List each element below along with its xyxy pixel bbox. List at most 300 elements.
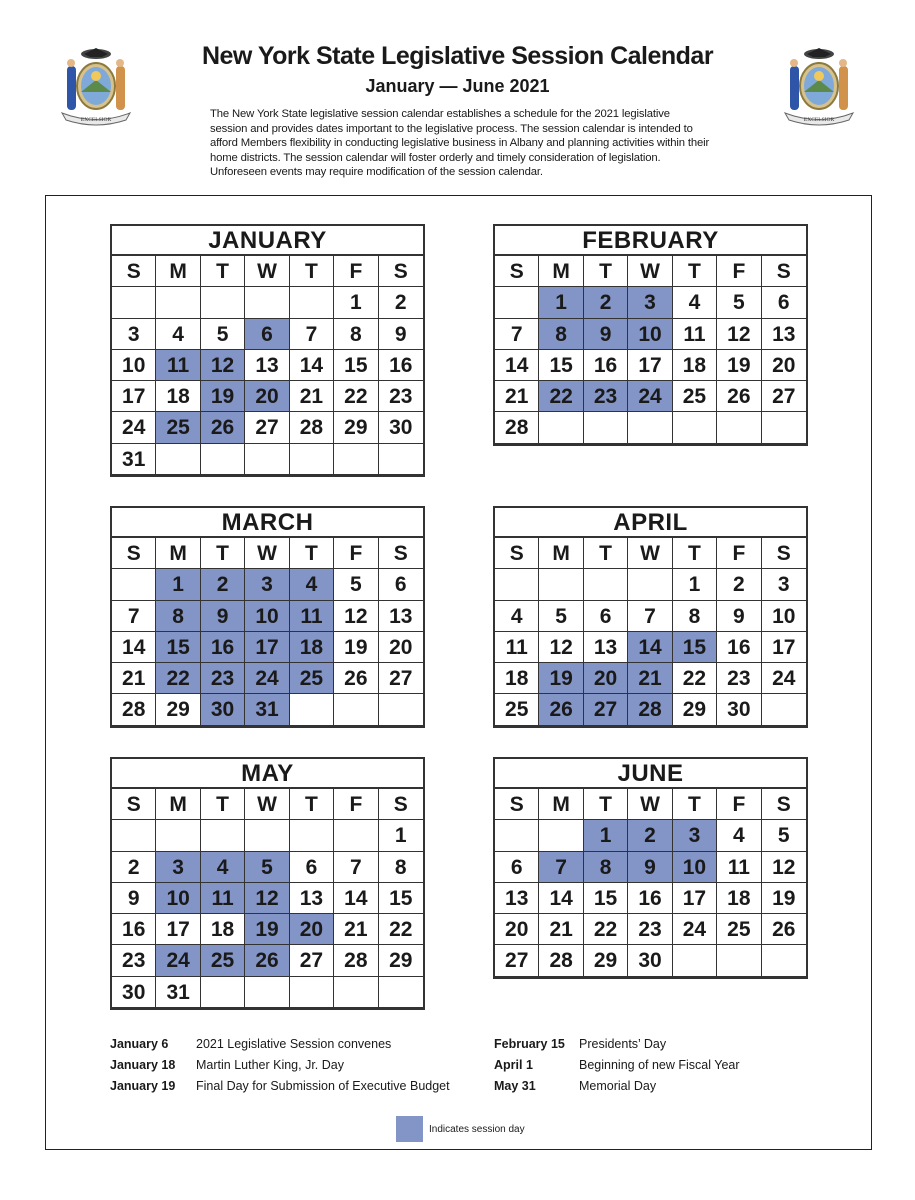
day-cell: 16 — [717, 632, 761, 663]
day-cell: 29 — [334, 412, 378, 443]
day-cell: 24 — [673, 914, 717, 945]
month-calendar-may — [110, 757, 425, 1010]
day-cell: 10 — [112, 350, 156, 381]
day-cell: 27 — [245, 412, 289, 443]
day-cell: 3 — [762, 569, 806, 600]
day-cell: 22 — [584, 914, 628, 945]
empty-day-cell — [495, 820, 539, 851]
session-day-cell: 14 — [628, 632, 672, 663]
weekday-header: T — [584, 789, 628, 820]
page-subtitle: January — June 2021 — [365, 76, 550, 96]
day-cell: 20 — [495, 914, 539, 945]
weekday-header: S — [762, 256, 806, 287]
session-day-cell: 25 — [201, 945, 245, 976]
session-day-swatch — [396, 1116, 423, 1142]
day-cell: 27 — [379, 663, 423, 694]
empty-day-cell — [156, 444, 200, 475]
weekday-header: S — [495, 538, 539, 569]
day-cell: 19 — [717, 350, 761, 381]
day-cell: 21 — [290, 381, 334, 412]
day-cell: 7 — [628, 601, 672, 632]
key-date-row — [494, 1055, 740, 1076]
day-cell: 13 — [584, 632, 628, 663]
session-day-cell: 6 — [245, 319, 289, 350]
day-cell: 6 — [762, 287, 806, 318]
weekday-header: M — [156, 256, 200, 287]
day-cell: 11 — [673, 319, 717, 350]
empty-day-cell — [539, 820, 583, 851]
day-cell: 21 — [334, 914, 378, 945]
session-day-cell: 26 — [201, 412, 245, 443]
day-cell: 5 — [717, 287, 761, 318]
day-cell: 23 — [717, 663, 761, 694]
session-day-cell: 2 — [201, 569, 245, 600]
key-date-event: Beginning of new Fiscal Year — [579, 1058, 740, 1072]
key-date-event: Martin Luther King, Jr. Day — [196, 1058, 344, 1072]
weekday-header: W — [628, 789, 672, 820]
day-cell: 14 — [112, 632, 156, 663]
day-cell: 9 — [112, 883, 156, 914]
session-day-cell: 24 — [628, 381, 672, 412]
day-cell: 8 — [379, 852, 423, 883]
day-cell: 18 — [201, 914, 245, 945]
weekday-header: T — [201, 789, 245, 820]
weekday-header: M — [539, 538, 583, 569]
weekday-header: F — [334, 256, 378, 287]
key-date: January 6 — [110, 1037, 169, 1051]
month-title: MARCH — [112, 508, 423, 538]
session-day-cell: 28 — [628, 694, 672, 725]
weekday-header: M — [539, 789, 583, 820]
day-cell: 13 — [290, 883, 334, 914]
weekday-header: T — [201, 538, 245, 569]
session-day-cell: 9 — [628, 852, 672, 883]
day-cell: 1 — [334, 287, 378, 318]
legend — [396, 1116, 525, 1142]
day-cell: 28 — [495, 412, 539, 443]
weekday-header: S — [379, 256, 423, 287]
day-cell: 13 — [495, 883, 539, 914]
day-cell: 2 — [717, 569, 761, 600]
day-cell: 16 — [628, 883, 672, 914]
legend-label: Indicates session day — [429, 1123, 525, 1135]
seal-motto: EXCELSIOR — [803, 117, 835, 123]
month-grid — [112, 538, 423, 726]
day-cell: 7 — [334, 852, 378, 883]
day-cell: 3 — [112, 319, 156, 350]
session-day-cell: 15 — [673, 632, 717, 663]
session-day-cell: 23 — [584, 381, 628, 412]
session-day-cell: 8 — [584, 852, 628, 883]
session-day-cell: 22 — [156, 663, 200, 694]
weekday-header: F — [334, 538, 378, 569]
day-cell: 9 — [379, 319, 423, 350]
day-cell: 19 — [762, 883, 806, 914]
session-day-cell: 23 — [201, 663, 245, 694]
session-day-cell: 15 — [156, 632, 200, 663]
session-day-cell: 11 — [201, 883, 245, 914]
month-grid — [495, 789, 806, 977]
day-cell: 24 — [762, 663, 806, 694]
page-title: New York State Legislative Session Calendar — [201, 42, 714, 70]
session-day-cell: 27 — [584, 694, 628, 725]
month-calendar-april — [493, 506, 808, 728]
day-cell: 21 — [112, 663, 156, 694]
session-day-cell: 20 — [245, 381, 289, 412]
empty-day-cell — [762, 694, 806, 725]
month-grid — [495, 538, 806, 726]
weekday-header: M — [156, 538, 200, 569]
day-cell: 12 — [762, 852, 806, 883]
session-day-cell: 4 — [290, 569, 334, 600]
key-dates-left — [110, 1034, 450, 1097]
empty-day-cell — [245, 444, 289, 475]
session-day-cell: 2 — [628, 820, 672, 851]
day-cell: 6 — [379, 569, 423, 600]
weekday-header: T — [290, 538, 334, 569]
empty-day-cell — [112, 820, 156, 851]
day-cell: 8 — [673, 601, 717, 632]
intro-paragraph: The New York State legislative session calendar establishes a schedule for the 2021 legislative session and provides dates important to the legislative process. The session calendar is intended to afford Members flexibility in conducting legislative business in Albany and planning activities within their home districts. The session calendar will foster orderly and timely consideration of legislation. Unforeseen events may require modification of the session calendar. — [210, 108, 710, 179]
day-cell: 19 — [334, 632, 378, 663]
session-day-cell: 25 — [156, 412, 200, 443]
weekday-header: T — [673, 256, 717, 287]
session-day-cell: 11 — [290, 601, 334, 632]
day-cell: 8 — [334, 319, 378, 350]
session-day-cell: 2 — [584, 287, 628, 318]
day-cell: 13 — [762, 319, 806, 350]
day-cell: 30 — [112, 977, 156, 1008]
month-title: JUNE — [495, 759, 806, 789]
session-day-cell: 12 — [201, 350, 245, 381]
weekday-header: S — [379, 789, 423, 820]
day-cell: 6 — [584, 601, 628, 632]
session-day-cell: 10 — [628, 319, 672, 350]
weekday-header: M — [539, 256, 583, 287]
weekday-header: W — [628, 538, 672, 569]
empty-day-cell — [201, 820, 245, 851]
day-cell: 21 — [495, 381, 539, 412]
empty-day-cell — [245, 977, 289, 1008]
seal-motto: EXCELSIOR — [80, 117, 112, 123]
key-date-row — [110, 1034, 450, 1055]
session-day-cell: 19 — [539, 663, 583, 694]
weekday-header: S — [762, 789, 806, 820]
day-cell: 16 — [112, 914, 156, 945]
day-cell: 18 — [673, 350, 717, 381]
weekday-header: T — [584, 538, 628, 569]
day-cell: 22 — [379, 914, 423, 945]
empty-day-cell — [762, 945, 806, 976]
empty-day-cell — [379, 694, 423, 725]
empty-day-cell — [495, 287, 539, 318]
day-cell: 28 — [290, 412, 334, 443]
day-cell: 2 — [112, 852, 156, 883]
session-day-cell: 3 — [628, 287, 672, 318]
weekday-header: S — [112, 789, 156, 820]
empty-day-cell — [673, 412, 717, 443]
day-cell: 29 — [379, 945, 423, 976]
weekday-header: S — [112, 538, 156, 569]
session-day-cell: 26 — [245, 945, 289, 976]
empty-day-cell — [584, 412, 628, 443]
day-cell: 14 — [290, 350, 334, 381]
weekday-header: W — [628, 256, 672, 287]
day-cell: 15 — [379, 883, 423, 914]
key-date-row — [494, 1034, 740, 1055]
day-cell: 14 — [495, 350, 539, 381]
empty-day-cell — [290, 287, 334, 318]
day-cell: 5 — [201, 319, 245, 350]
day-cell: 4 — [673, 287, 717, 318]
session-day-cell: 10 — [245, 601, 289, 632]
month-title: JANUARY — [112, 226, 423, 256]
empty-day-cell — [290, 444, 334, 475]
day-cell: 17 — [762, 632, 806, 663]
weekday-header: S — [495, 256, 539, 287]
day-cell: 5 — [334, 569, 378, 600]
day-cell: 22 — [673, 663, 717, 694]
session-day-cell: 11 — [156, 350, 200, 381]
day-cell: 18 — [495, 663, 539, 694]
day-cell: 6 — [290, 852, 334, 883]
day-cell: 29 — [673, 694, 717, 725]
empty-day-cell — [290, 820, 334, 851]
empty-day-cell — [156, 287, 200, 318]
day-cell: 5 — [762, 820, 806, 851]
session-day-cell: 1 — [156, 569, 200, 600]
day-cell: 12 — [717, 319, 761, 350]
day-cell: 25 — [717, 914, 761, 945]
empty-day-cell — [112, 569, 156, 600]
day-cell: 30 — [379, 412, 423, 443]
session-day-cell: 24 — [156, 945, 200, 976]
weekday-header: M — [156, 789, 200, 820]
empty-day-cell — [539, 412, 583, 443]
session-day-cell: 25 — [290, 663, 334, 694]
key-date-row — [110, 1076, 450, 1097]
day-cell: 12 — [539, 632, 583, 663]
session-day-cell: 30 — [201, 694, 245, 725]
day-cell: 26 — [334, 663, 378, 694]
day-cell: 29 — [156, 694, 200, 725]
day-cell: 6 — [495, 852, 539, 883]
session-day-cell: 20 — [584, 663, 628, 694]
weekday-header: T — [673, 538, 717, 569]
day-cell: 5 — [539, 601, 583, 632]
day-cell: 20 — [379, 632, 423, 663]
session-day-cell: 5 — [245, 852, 289, 883]
empty-day-cell — [379, 977, 423, 1008]
day-cell: 30 — [628, 945, 672, 976]
session-day-cell: 4 — [201, 852, 245, 883]
day-cell: 21 — [539, 914, 583, 945]
weekday-header: T — [201, 256, 245, 287]
session-day-cell: 10 — [156, 883, 200, 914]
empty-day-cell — [245, 287, 289, 318]
day-cell: 13 — [379, 601, 423, 632]
day-cell: 4 — [717, 820, 761, 851]
month-grid — [112, 789, 423, 1008]
empty-day-cell — [628, 412, 672, 443]
empty-day-cell — [201, 287, 245, 318]
session-day-cell: 9 — [201, 601, 245, 632]
session-day-cell: 16 — [201, 632, 245, 663]
session-day-cell: 19 — [201, 381, 245, 412]
month-calendar-february — [493, 224, 808, 446]
empty-day-cell — [112, 287, 156, 318]
month-grid — [495, 256, 806, 444]
day-cell: 1 — [379, 820, 423, 851]
empty-day-cell — [334, 820, 378, 851]
weekday-header: T — [673, 789, 717, 820]
empty-day-cell — [334, 977, 378, 1008]
day-cell: 11 — [495, 632, 539, 663]
weekday-header: F — [717, 789, 761, 820]
month-calendar-june — [493, 757, 808, 979]
empty-day-cell — [156, 820, 200, 851]
day-cell: 23 — [112, 945, 156, 976]
empty-day-cell — [334, 444, 378, 475]
weekday-header: F — [717, 538, 761, 569]
weekday-header: W — [245, 256, 289, 287]
key-date-event: Final Day for Submission of Executive Budget — [196, 1079, 450, 1093]
day-cell: 2 — [379, 287, 423, 318]
weekday-header: T — [290, 256, 334, 287]
empty-day-cell — [762, 412, 806, 443]
weekday-header: W — [245, 538, 289, 569]
key-date: April 1 — [494, 1058, 533, 1072]
weekday-header: T — [584, 256, 628, 287]
day-cell: 18 — [156, 381, 200, 412]
day-cell: 28 — [112, 694, 156, 725]
session-day-cell: 19 — [245, 914, 289, 945]
day-cell: 22 — [334, 381, 378, 412]
day-cell: 7 — [290, 319, 334, 350]
session-day-cell: 31 — [245, 694, 289, 725]
empty-day-cell — [379, 444, 423, 475]
day-cell: 31 — [112, 444, 156, 475]
month-grid — [112, 256, 423, 475]
day-cell: 17 — [156, 914, 200, 945]
empty-day-cell — [290, 977, 334, 1008]
session-day-cell: 18 — [290, 632, 334, 663]
day-cell: 28 — [334, 945, 378, 976]
session-day-cell: 8 — [156, 601, 200, 632]
empty-day-cell — [584, 569, 628, 600]
key-date-row — [494, 1076, 740, 1097]
session-day-cell: 7 — [539, 852, 583, 883]
day-cell: 29 — [584, 945, 628, 976]
session-day-cell: 8 — [539, 319, 583, 350]
day-cell: 11 — [717, 852, 761, 883]
empty-day-cell — [245, 820, 289, 851]
empty-day-cell — [717, 412, 761, 443]
day-cell: 1 — [673, 569, 717, 600]
empty-day-cell — [334, 694, 378, 725]
day-cell: 16 — [584, 350, 628, 381]
session-day-cell: 3 — [245, 569, 289, 600]
weekday-header: S — [112, 256, 156, 287]
empty-day-cell — [201, 977, 245, 1008]
session-day-cell: 26 — [539, 694, 583, 725]
day-cell: 7 — [495, 319, 539, 350]
day-cell: 15 — [539, 350, 583, 381]
day-cell: 7 — [112, 601, 156, 632]
key-date: May 31 — [494, 1079, 536, 1093]
session-day-cell: 3 — [673, 820, 717, 851]
day-cell: 27 — [495, 945, 539, 976]
empty-day-cell — [495, 569, 539, 600]
session-day-cell: 1 — [584, 820, 628, 851]
month-calendar-january — [110, 224, 425, 477]
session-day-cell: 10 — [673, 852, 717, 883]
day-cell: 16 — [379, 350, 423, 381]
weekday-header: S — [495, 789, 539, 820]
key-date-event: Presidents’ Day — [579, 1037, 667, 1051]
day-cell: 17 — [112, 381, 156, 412]
session-day-cell: 3 — [156, 852, 200, 883]
key-date: February 15 — [494, 1037, 565, 1051]
month-title: FEBRUARY — [495, 226, 806, 256]
empty-day-cell — [290, 694, 334, 725]
session-day-cell: 20 — [290, 914, 334, 945]
day-cell: 26 — [762, 914, 806, 945]
session-day-cell: 9 — [584, 319, 628, 350]
day-cell: 25 — [495, 694, 539, 725]
empty-day-cell — [717, 945, 761, 976]
month-title: APRIL — [495, 508, 806, 538]
empty-day-cell — [201, 444, 245, 475]
day-cell: 9 — [717, 601, 761, 632]
day-cell: 15 — [334, 350, 378, 381]
day-cell: 28 — [539, 945, 583, 976]
day-cell: 25 — [673, 381, 717, 412]
day-cell: 17 — [673, 883, 717, 914]
day-cell: 24 — [112, 412, 156, 443]
empty-day-cell — [539, 569, 583, 600]
day-cell: 14 — [334, 883, 378, 914]
weekday-header: S — [762, 538, 806, 569]
weekday-header: F — [717, 256, 761, 287]
empty-day-cell — [673, 945, 717, 976]
day-cell: 31 — [156, 977, 200, 1008]
session-day-cell: 17 — [245, 632, 289, 663]
day-cell: 23 — [628, 914, 672, 945]
day-cell: 26 — [717, 381, 761, 412]
session-day-cell: 1 — [539, 287, 583, 318]
empty-day-cell — [628, 569, 672, 600]
day-cell: 23 — [379, 381, 423, 412]
weekday-header: F — [334, 789, 378, 820]
weekday-header: T — [290, 789, 334, 820]
session-day-cell: 24 — [245, 663, 289, 694]
session-day-cell: 12 — [245, 883, 289, 914]
weekday-header: S — [379, 538, 423, 569]
day-cell: 10 — [762, 601, 806, 632]
key-date-event: 2021 Legislative Session convenes — [196, 1037, 392, 1051]
day-cell: 18 — [717, 883, 761, 914]
month-calendar-march — [110, 506, 425, 728]
day-cell: 27 — [290, 945, 334, 976]
day-cell: 13 — [245, 350, 289, 381]
session-day-cell: 22 — [539, 381, 583, 412]
day-cell: 30 — [717, 694, 761, 725]
key-date: January 18 — [110, 1058, 176, 1072]
day-cell: 14 — [539, 883, 583, 914]
day-cell: 17 — [628, 350, 672, 381]
key-dates-right — [494, 1034, 740, 1097]
